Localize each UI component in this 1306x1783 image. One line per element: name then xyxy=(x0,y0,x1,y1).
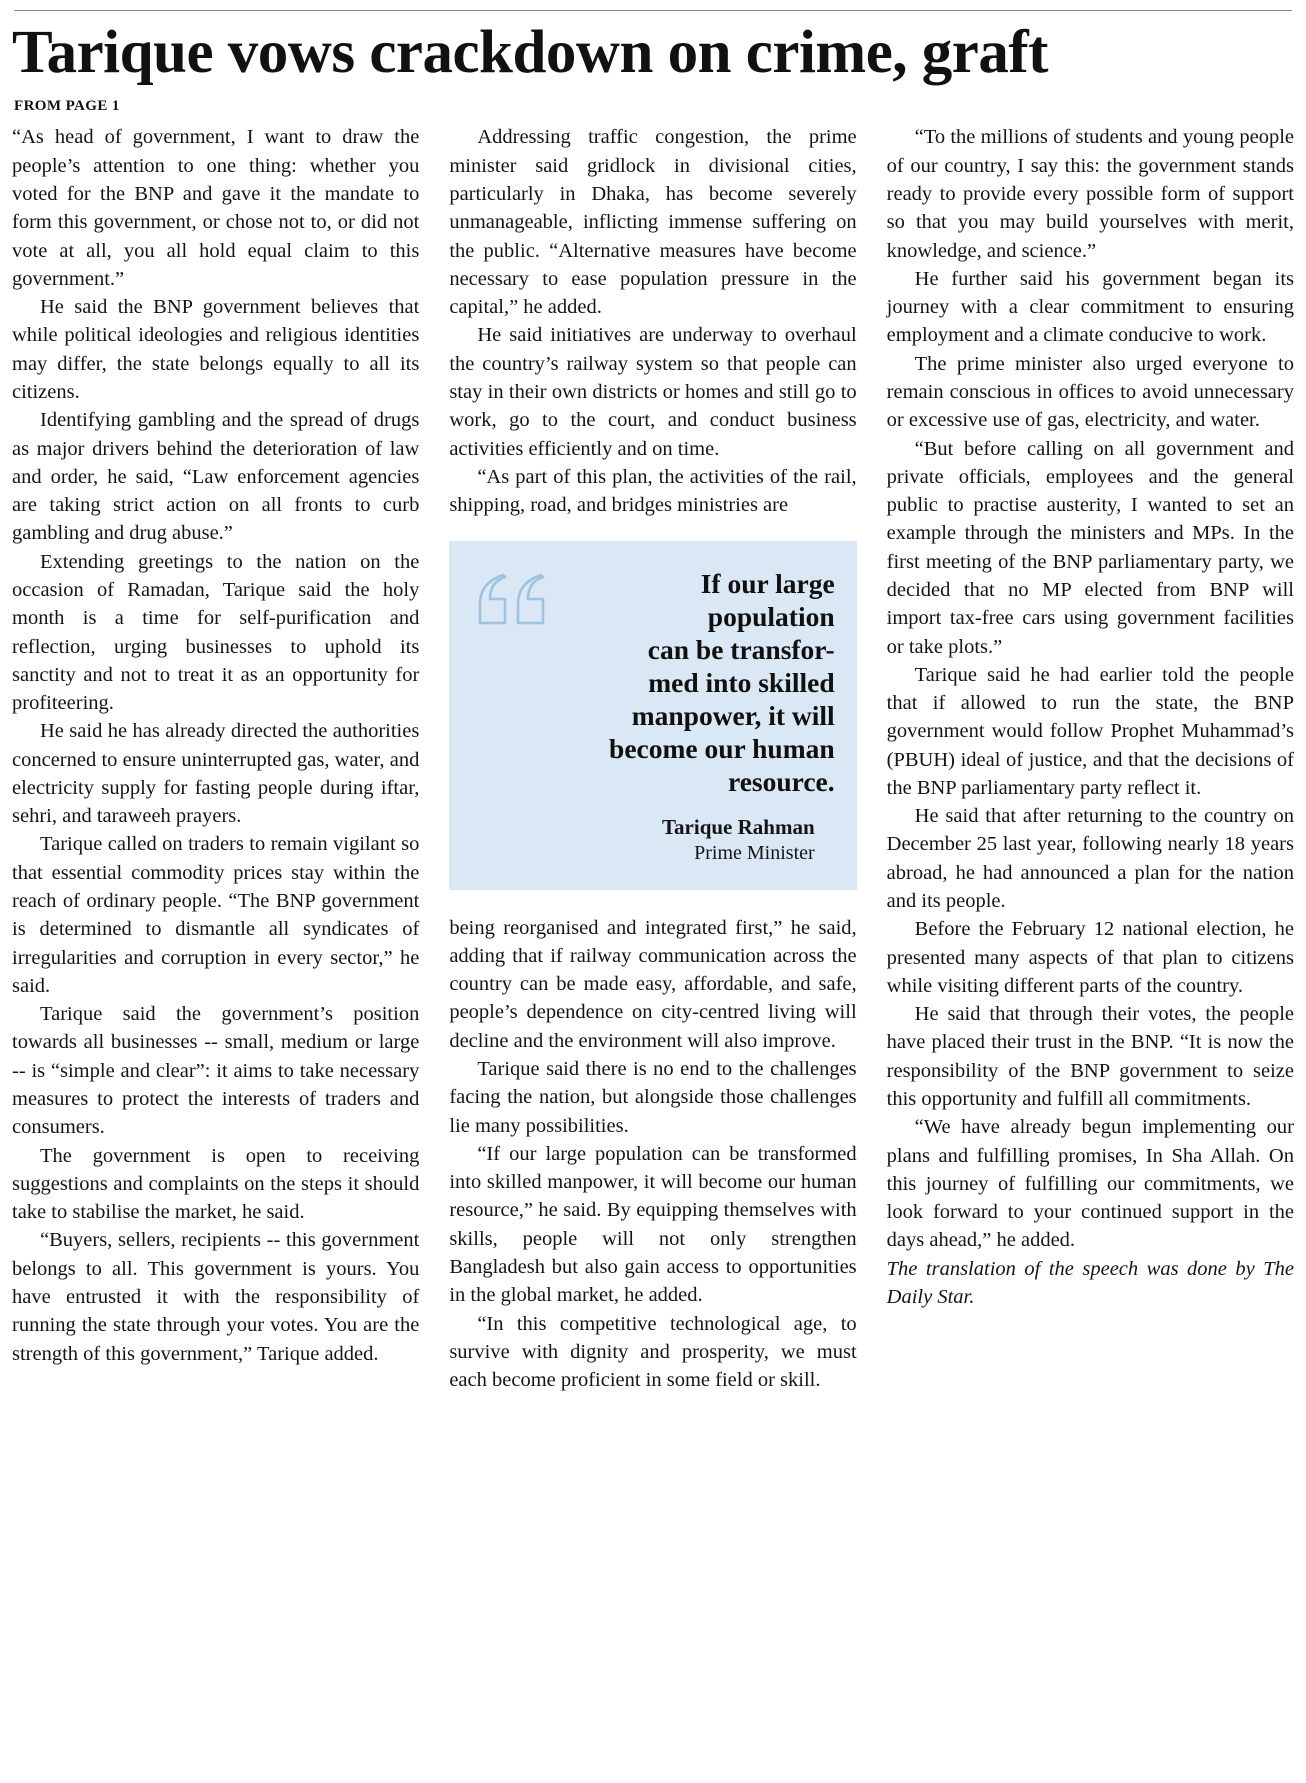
pullquote-author: Tarique Rahman xyxy=(661,815,815,840)
continuation-kicker: FROM PAGE 1 xyxy=(14,98,120,115)
paragraph: The government is open to receiving suggestions and complaints on the steps it should take to stabilise the market, he said. xyxy=(12,1144,420,1224)
pullquote-text-line: resource. xyxy=(727,766,835,798)
paragraph: Tarique called on traders to remain vigilant so that essential commodity prices stay within the reach of ordinary people. “The BNP government is determined to dismantle all syndicates of irregularities and corruption in every sector,” he said. xyxy=(12,833,420,997)
pullquote-text-line: become our human xyxy=(609,733,835,765)
paragraph: Tarique said the government’s position towards all businesses -- small, medium or large -- is “simple and clear”: it aims to take necessary measures to protect the interests of traders and consumers. xyxy=(12,1003,420,1139)
paragraph: Before the February 12 national election, he presented many aspects of that plan to citizens while visiting different parts of the country. xyxy=(886,918,1294,997)
paragraph: Identifying gambling and the spread of drugs as major drivers behind the deterioration of law and order, he said, “Law enforcement agencies are taking strict action on all fronts to curb gambling and drug abuse.” xyxy=(12,409,420,545)
paragraph: Extending greetings to the nation on the occasion of Ramadan, Tarique said the holy month is a time for self-purification and reflection, urging businesses to uphold its sanctity and not to treat it as an opportunity for profiteering. xyxy=(12,550,420,715)
paragraph: Tarique said there is no end to the challenges facing the nation, but alongside those challenges lie many possibilities. xyxy=(449,1058,857,1137)
paragraph: “Buyers, sellers, recipients -- this government belongs to all. This government is yours. You have entrusted it with the responsibility of running the state through your votes. You are the strength of this government,” Tarique added. xyxy=(12,1229,420,1365)
paragraph: Tarique said he had earlier told the people that if allowed to run the state, the BNP government would follow Prophet Muhammad’s (PBUH) ideal of justice, and that the decisions of the BNP parliamentary party reflect it. xyxy=(886,663,1294,799)
pullquote-byline xyxy=(473,814,834,865)
paragraph: He said initiatives are underway to overhaul the country’s railway system so that people can stay in their own districts or homes and still go to work, go to the court, and conduct business activities efficiently and on time. xyxy=(449,324,857,460)
paragraph: He said the BNP government believes that while political ideologies and religious identities may differ, the state belongs equally to all its citizens. xyxy=(12,296,420,403)
article-column-1 xyxy=(12,123,419,1394)
paragraph: being reorganised and integrated first,” he said, adding that if railway communication across the country can be made easy, affordable, and safe, people’s dependence on city-centred living will decline and the environment will also improve. xyxy=(449,916,857,1052)
pullquote-box xyxy=(449,541,856,889)
quote-marks-icon xyxy=(473,571,551,629)
paragraph: “We have already begun implementing our plans and fulfilling promises, In Sha Allah. On this journey of fulfilling our commitments, we look forward to your continued support in the days ahead,” he added. xyxy=(886,1116,1294,1252)
article-column-3 xyxy=(887,123,1294,1394)
page-headline: Tarique vows crackdown on crime, graft xyxy=(12,19,1048,86)
pullquote-text-line: If our large xyxy=(700,568,835,600)
paragraph: “To the millions of students and young people of our country, I say this: the government stands ready to provide every possible form of support so that you may build yourselves with merit, knowledge, and science.” xyxy=(886,126,1294,262)
paragraph: He said he has already directed the authorities concerned to ensure uninterrupted gas, water, and electricity supply for fasting people during iftar, sehri, and taraweeh prayers. xyxy=(12,720,420,828)
paragraph: He said that after returning to the country on December 25 last year, following nearly 18 years abroad, he had announced a plan for the nation and its people. xyxy=(886,805,1294,913)
pullquote-text-line: manpower, it will xyxy=(631,700,835,732)
paragraph: “As part of this plan, the activities of the rail, shipping, road, and bridges ministries are xyxy=(449,465,857,517)
paragraph: “In this competitive technological age, to survive with dignity and prosperity, we must each become proficient in some field or skill. xyxy=(449,1312,857,1392)
paragraph: “If our large population can be transformed into skilled manpower, it will become our human resource,” he said. By equipping themselves with skills, people will not only strengthen Bangladesh but also gain access to opportunities in the global market, he added. xyxy=(449,1142,857,1307)
paragraph: The prime minister also urged everyone to remain conscious in offices to avoid unnecessary or excessive use of gas, electricity, and water. xyxy=(886,352,1294,432)
paragraph: He further said his government began its journey with a clear commitment to ensuring employment and a climate conducive to work. xyxy=(886,267,1294,347)
article-column-2 xyxy=(449,123,856,1394)
top-rule xyxy=(14,10,1292,11)
pullquote-text-line: population xyxy=(707,601,835,633)
paragraph: He said that through their votes, the people have placed their trust in the BNP. “It is now the responsibility of the BNP government to seize this opportunity and fulfill all commitments. xyxy=(886,1003,1294,1110)
paragraph: “But before calling on all government and private officials, employees and the general public to practise austerity, I wanted to set an example through the ministers and MPs. In the first meeting of the BNP parliamentary party, we decided that no MP elected from BNP will import tax-free cars using government facilities or take plots.” xyxy=(886,437,1294,658)
paragraph: Addressing traffic congestion, the prime minister said gridlock in divisional cities, particularly in Dhaka, has become severely unmanageable, inflicting immense suffering on the public. “Alternative measures have become necessary to ease population pressure in the capital,” he added. xyxy=(449,126,857,319)
pullquote-text-line: med into skilled xyxy=(648,667,835,699)
translation-credit: The translation of the speech was done by The Daily Star. xyxy=(886,1257,1294,1308)
pullquote-text-line: can be transfor- xyxy=(647,634,835,666)
article-body xyxy=(12,123,1294,1394)
pullquote-role: Prime Minister xyxy=(694,841,815,864)
paragraph: “As head of government, I want to draw the people’s attention to one thing: whether you voted for the BNP and gave it the mandate to form this government, or chose not to, or did not vote at all, you all hold equal claim to this government.” xyxy=(12,126,420,290)
